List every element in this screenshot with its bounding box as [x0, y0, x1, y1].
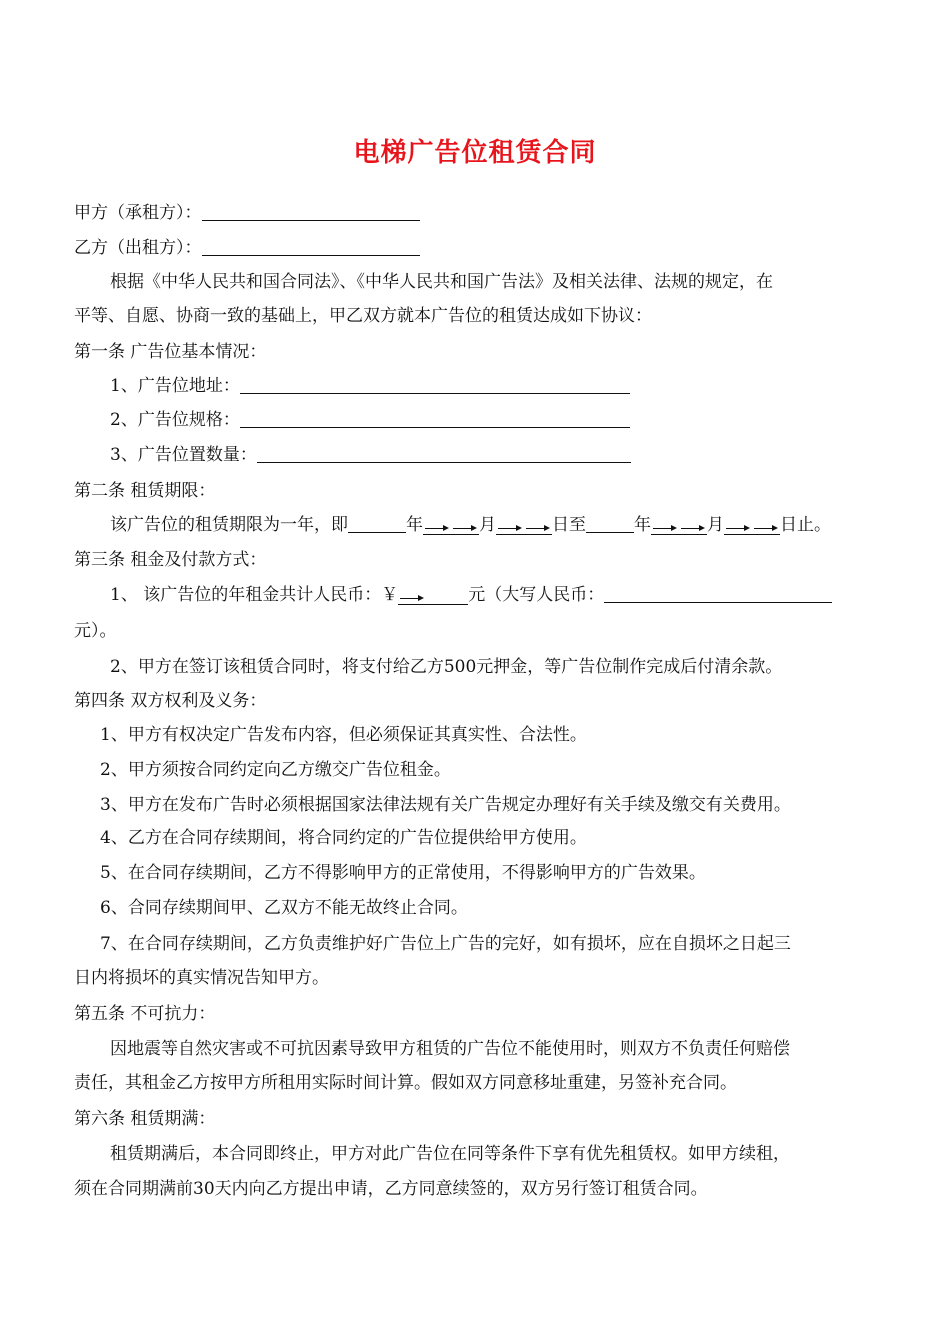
arrow-icon: [423, 520, 451, 534]
article-5-line-2: 责任，其租金乙方按甲方所租用实际时间计算。假如双方同意移址重建，另签补充合同。: [74, 1073, 737, 1093]
address-blank[interactable]: [240, 375, 630, 394]
rent-words-label: 元（大写人民币：: [468, 585, 605, 605]
end-day-blank[interactable]: [724, 516, 780, 535]
intro-line-1: 根据《中华人民共和国合同法》、《中华人民共和国广告法》及相关法律、法规的规定，在: [110, 272, 773, 292]
article-6-heading: 第六条 租赁期满：: [74, 1109, 216, 1129]
month-label: 月: [707, 515, 724, 535]
article-3-item-1-end: 元）。: [74, 621, 117, 641]
start-day-blank[interactable]: [496, 516, 552, 535]
article-4-item-4: 4、乙方在合同存续期间，将合同约定的广告位提供给甲方使用。: [100, 828, 587, 848]
arrow-icon: [496, 520, 524, 534]
party-a-line: [74, 201, 420, 225]
article-6-line-1: 租赁期满后，本合同即终止，甲方对此广告位在同等条件下享有优先租赁权。如甲方续租，: [110, 1144, 790, 1164]
arrow-icon: [524, 520, 552, 534]
article-4-item-5: 5、在合同存续期间，乙方不得影响甲方的正常使用，不得影响甲方的广告效果。: [100, 863, 706, 883]
day-to-label: 日至: [552, 515, 586, 535]
start-year-blank[interactable]: [348, 514, 406, 533]
article-4-item-3: 3、甲方在发布广告时必须根据国家法律法规有关广告规定办理好有关手续及缴交有关费用。: [100, 795, 791, 815]
article-2-heading: 第二条 租赁期限：: [74, 481, 216, 501]
article-1-item-3: [110, 443, 631, 467]
article-5-heading: 第五条 不可抗力：: [74, 1004, 216, 1024]
quantity-blank[interactable]: [257, 444, 631, 463]
article-3-item-1: [110, 583, 832, 607]
quantity-label: 3、广告位置数量：: [110, 445, 257, 465]
article-4-item-1: 1、甲方有权决定广告发布内容，但必须保证其真实性、合法性。: [100, 725, 587, 745]
arrow-icon: [398, 590, 426, 604]
rent-amount-blank[interactable]: [398, 586, 468, 605]
arrow-icon: [679, 520, 707, 534]
arrow-icon: [651, 520, 679, 534]
article-2-term-line: [110, 513, 831, 537]
intro-line-2: 平等、自愿、协商一致的基础上，甲乙双方就本广告位的租赁达成如下协议：: [74, 306, 652, 326]
article-1-item-2: [110, 408, 630, 432]
month-label: 月: [479, 515, 496, 535]
arrow-icon: [752, 520, 780, 534]
article-6-line-2: 须在合同期满前30天内向乙方提出申请，乙方同意续签的，双方另行签订租赁合同。: [74, 1179, 708, 1199]
year-label: 年: [634, 515, 651, 535]
article-4-item-7-cont: 日内将损坏的真实情况告知甲方。: [74, 968, 329, 988]
article-4-item-6: 6、合同存续期间甲、乙双方不能无故终止合同。: [100, 898, 468, 918]
arrow-icon: [451, 520, 479, 534]
end-month-blank[interactable]: [651, 516, 707, 535]
article-4-heading: 第四条 双方权利及义务：: [74, 691, 267, 711]
article-3-item-2: 2、甲方在签订该租赁合同时，将支付给乙方500元押金，等广告位制作完成后付清余款。: [110, 657, 783, 677]
article-1-heading: 第一条 广告位基本情况：: [74, 342, 267, 362]
party-a-label: 甲方（承租方）：: [74, 203, 202, 223]
spec-label: 2、广告位规格：: [110, 410, 240, 430]
article-1-item-1: [110, 374, 630, 398]
rent-label: 1、 该广告位的年租金共计人民币：￥: [110, 585, 399, 605]
party-a-blank[interactable]: [202, 202, 420, 221]
day-end-label: 日止。: [780, 515, 831, 535]
arrow-icon: [724, 520, 752, 534]
party-b-line: [74, 236, 420, 260]
party-b-label: 乙方（出租方）：: [74, 238, 202, 258]
spec-blank[interactable]: [240, 409, 630, 428]
article-4-item-2: 2、甲方须按合同约定向乙方缴交广告位租金。: [100, 760, 451, 780]
end-year-blank[interactable]: [586, 514, 634, 533]
address-label: 1、广告位地址：: [110, 376, 240, 396]
term-prefix: 该广告位的租赁期限为一年，即: [110, 515, 348, 535]
article-4-item-7: 7、在合同存续期间，乙方负责维护好广告位上广告的完好，如有损坏，应在自损坏之日起三: [100, 934, 791, 954]
article-5-line-1: 因地震等自然灾害或不可抗因素导致甲方租赁的广告位不能使用时，则双方不负责任何赔偿: [110, 1039, 790, 1059]
rent-words-blank[interactable]: [604, 584, 832, 603]
article-3-heading: 第三条 租金及付款方式：: [74, 550, 267, 570]
document-title: 电梯广告位租赁合同: [353, 138, 597, 168]
party-b-blank[interactable]: [202, 237, 420, 256]
start-month-blank[interactable]: [423, 516, 479, 535]
year-label: 年: [406, 515, 423, 535]
